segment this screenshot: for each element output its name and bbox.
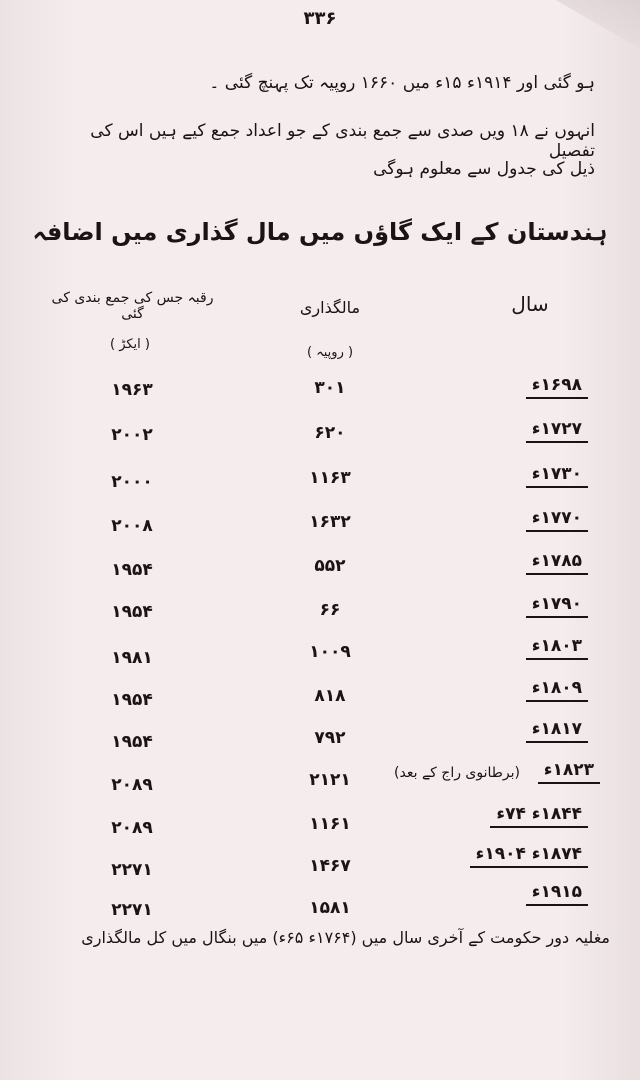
- year-cell: ۱۸۷۴ء ۱۹۰۴ء: [438, 844, 588, 864]
- intro-line-2: انہوں نے ۱۸ ویں صدی سے جمع بندی کے جو اعداد جمع کیے ہیں اس کی تفصیل: [90, 121, 595, 161]
- year-cell: ۱۹۱۵ء: [458, 882, 588, 902]
- year-cell: ۱۸۱۷ء: [458, 719, 588, 739]
- year-cell: ۱۸۰۹ء: [458, 678, 588, 698]
- intro-line-3: ذیل کی جدول سے معلوم ہوگی: [373, 159, 595, 179]
- area-cell: ۲۰۰۲: [111, 425, 153, 445]
- column-header-area-unit: ( ایکڑ ): [110, 337, 150, 352]
- footer-line: مغلیہ دور حکومت کے آخری سال میں (۱۷۶۴ء ۶۵ء) میں بنگال میں کل مالگذاری: [81, 928, 610, 947]
- table-title: ہندستان کے ایک گاؤں میں مال گذاری میں اضافہ: [32, 218, 608, 246]
- area-cell: ۱۹۵۴: [111, 690, 153, 710]
- revenue-cell: ۱۰۰۹: [309, 642, 351, 662]
- year-cell: ۱۷۹۰ء: [458, 594, 588, 614]
- area-cell: ۱۹۵۴: [111, 602, 153, 622]
- area-cell: ۲۰۸۹: [111, 818, 153, 838]
- column-header-revenue-unit: ( روپیہ ): [306, 345, 354, 360]
- revenue-cell: ۷۹۲: [314, 728, 346, 748]
- year-cell: ۱۸۴۴ء ۷۴ء: [438, 804, 588, 824]
- year-cell: ۱۷۷۰ء: [458, 508, 588, 528]
- year-cell: ۱۷۸۵ء: [458, 551, 588, 571]
- area-cell: ۲۰۰۰: [111, 472, 153, 492]
- revenue-cell: ۱۴۶۷: [309, 856, 351, 876]
- area-cell: ۱۹۵۴: [111, 560, 153, 580]
- revenue-cell: ۳۰۱: [314, 378, 346, 398]
- year-cell: ۱۷۳۰ء: [458, 464, 588, 484]
- row-note: (برطانوی راج کے بعد): [394, 765, 520, 781]
- revenue-cell: ۶۶: [319, 600, 341, 620]
- area-cell: ۲۲۷۱: [111, 900, 153, 920]
- revenue-cell: ۵۵۲: [314, 556, 346, 576]
- column-header-area: رقبہ جس کی جمع بندی کی گئی: [51, 290, 214, 322]
- revenue-cell: ۸۱۸: [314, 686, 346, 706]
- area-cell: ۲۲۷۱: [111, 860, 153, 880]
- area-cell: ۱۹۵۴: [111, 732, 153, 752]
- year-cell: ۱۶۹۸ء: [458, 375, 588, 395]
- area-cell: ۱۹۶۳: [111, 380, 153, 400]
- year-cell: ۱۸۲۳ء: [490, 760, 600, 780]
- year-cell: ۱۷۲۷ء: [458, 419, 588, 439]
- column-header-revenue: مالگذاری: [299, 298, 361, 317]
- area-cell: ۲۰۰۸: [111, 516, 153, 536]
- area-cell: ۲۰۸۹: [111, 775, 153, 795]
- year-cell: ۱۸۰۳ء: [458, 636, 588, 656]
- revenue-cell: ۱۱۶۳: [309, 468, 351, 488]
- column-header-year: سال: [511, 292, 549, 316]
- area-cell: ۱۹۸۱: [111, 648, 153, 668]
- page-number: ۳۳۶: [303, 8, 337, 29]
- revenue-cell: ۶۲۰: [314, 423, 346, 443]
- revenue-cell: ۱۶۳۲: [309, 512, 351, 532]
- revenue-cell: ۱۵۸۱: [309, 898, 351, 918]
- revenue-cell: ۲۱۲۱: [309, 770, 351, 790]
- intro-line-1: ہو گئی اور ۱۹۱۴ء ۱۵ء میں ۱۶۶۰ روپیہ تک پہنچ گئی ۔: [209, 73, 595, 93]
- revenue-cell: ۱۱۶۱: [309, 814, 351, 834]
